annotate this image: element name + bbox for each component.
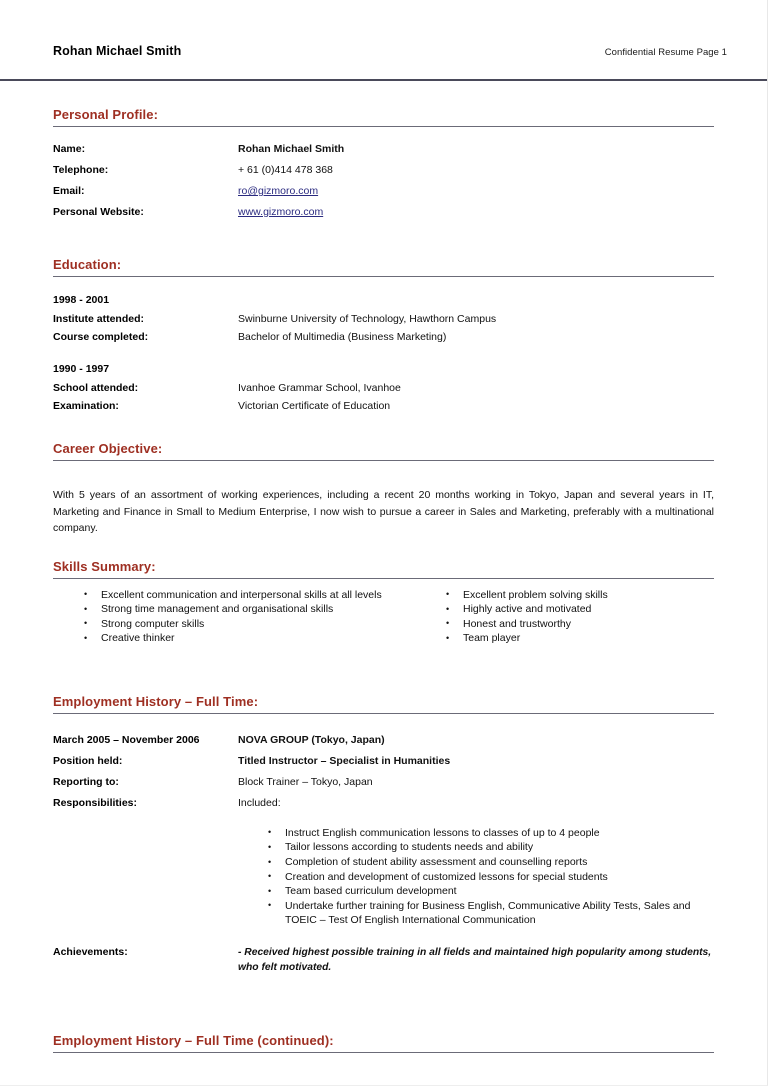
education-entry2-dates: 1990 - 1997: [53, 363, 110, 375]
section-title-employment-history-continued: Employment History – Full Time (continued):: [53, 1033, 714, 1053]
list-item: • Team based curriculum development: [268, 884, 714, 899]
list-item: • Team player: [446, 631, 714, 646]
list-item: • Excellent communication and interpersonal skills at all levels: [84, 588, 434, 603]
profile-value-email: [238, 181, 714, 202]
profile-label-name: Name:: [53, 143, 86, 155]
employment-value-position: Titled Instructor – Specialist in Humanities: [238, 754, 451, 767]
list-item: • Undertake further training for Business English, Communicative Ability Tests, Sales and TOEIC – Test Of English International Communication: [268, 899, 714, 928]
employment-value-reporting: Block Trainer – Tokyo, Japan: [238, 775, 373, 788]
profile-row-email: [53, 181, 714, 202]
section-title-personal-profile: Personal Profile:: [53, 107, 714, 127]
employment-value-company: NOVA GROUP (Tokyo, Japan): [238, 733, 385, 746]
profile-row-website: [53, 202, 714, 223]
profile-row-name: [53, 139, 714, 160]
responsibilities-block: [53, 826, 714, 928]
employment-row-reporting: [53, 772, 714, 793]
list-item: • Completion of student ability assessment and counselling reports: [268, 855, 714, 870]
education-value-institute: Swinburne University of Technology, Hawthorn Campus: [238, 313, 497, 325]
education-value-course: Bachelor of Multimedia (Business Marketing): [238, 331, 447, 343]
section-career-objective: [53, 441, 714, 537]
header-page-label: Confidential Resume Page 1: [604, 47, 727, 58]
section-personal-profile: [53, 107, 714, 223]
document-header: [0, 0, 767, 58]
profile-label-website: Personal Website:: [53, 206, 144, 218]
list-item: • Highly active and motivated: [446, 602, 714, 617]
list-item: • Strong computer skills: [84, 617, 434, 632]
education-row-course: [53, 328, 714, 346]
employment-row-responsibilities: [53, 793, 714, 814]
section-education: [53, 257, 714, 415]
skills-left-column: [53, 588, 434, 646]
education-value-examination: Victorian Certificate of Education: [238, 400, 391, 412]
profile-value-name: Rohan Michael Smith: [238, 143, 345, 155]
profile-label-email: Email:: [53, 185, 85, 197]
employment-value-achievements: - Received highest possible training in all fields and maintained high popularity among students, who felt motivated.: [238, 947, 712, 974]
education-label-institute: Institute attended:: [53, 313, 144, 325]
list-item: • Instruct English communication lessons to classes of up to 4 people: [268, 826, 714, 841]
section-title-employment-history: Employment History – Full Time:: [53, 694, 714, 714]
profile-value-website: [238, 202, 714, 223]
list-item: • Honest and trustworthy: [446, 617, 714, 632]
website-link[interactable]: www.gizmoro.com: [238, 206, 324, 218]
education-label-course: Course completed:: [53, 331, 149, 343]
education-row-institute: [53, 310, 714, 328]
education-label-examination: Examination:: [53, 400, 119, 412]
list-item: • Tailor lessons according to students needs and ability: [268, 840, 714, 855]
section-title-education: Education:: [53, 257, 714, 277]
employment-label-position: Position held:: [53, 754, 123, 767]
education-row-examination: [53, 397, 714, 415]
profile-row-telephone: [53, 160, 714, 181]
employment-value-responsibilities: Included:: [238, 796, 281, 809]
profile-value-telephone: + 61 (0)414 478 368: [238, 164, 333, 176]
employment-label-achievements: Achievements:: [53, 946, 128, 959]
skills-columns: [53, 588, 714, 646]
list-item: • Excellent problem solving skills: [446, 588, 714, 603]
education-row-school: [53, 379, 714, 397]
employment-label-responsibilities: Responsibilities:: [53, 796, 138, 809]
employment-row-company: [53, 730, 714, 751]
document-body: [0, 81, 767, 1053]
employment-row-position: [53, 751, 714, 772]
education-value-school: Ivanhoe Grammar School, Ivanhoe: [238, 382, 401, 394]
section-title-skills-summary: Skills Summary:: [53, 559, 714, 579]
list-item: • Creation and development of customized lessons for special students: [268, 870, 714, 885]
email-link[interactable]: ro@gizmoro.com: [238, 185, 319, 197]
responsibilities-list: [268, 826, 714, 928]
list-item: • Creative thinker: [84, 631, 434, 646]
section-employment-history-continued: [53, 1033, 714, 1053]
education-label-school: School attended:: [53, 382, 139, 394]
header-candidate-name: Rohan Michael Smith: [53, 44, 182, 58]
section-title-career-objective: Career Objective:: [53, 441, 714, 461]
education-entry1-dates: 1998 - 2001: [53, 294, 110, 306]
section-skills-summary: [53, 559, 714, 646]
skills-right-column: [434, 588, 714, 646]
career-objective-paragraph: With 5 years of an assortment of working experiences, including a recent 20 months working in Tokyo, Japan and several years in IT, Marketing and Finance in Small to Medium Enterprise, I now wish to pursue a career in Sales and Marketing, preferably with a multinational company.: [53, 489, 714, 534]
profile-label-telephone: Telephone:: [53, 164, 109, 176]
employment-label-reporting: Reporting to:: [53, 775, 119, 788]
employment-row-achievements: [53, 942, 714, 975]
section-employment-history: [53, 694, 714, 975]
list-item: • Strong time management and organisational skills: [84, 602, 434, 617]
employment-label-dates: March 2005 – November 2006: [53, 733, 200, 746]
